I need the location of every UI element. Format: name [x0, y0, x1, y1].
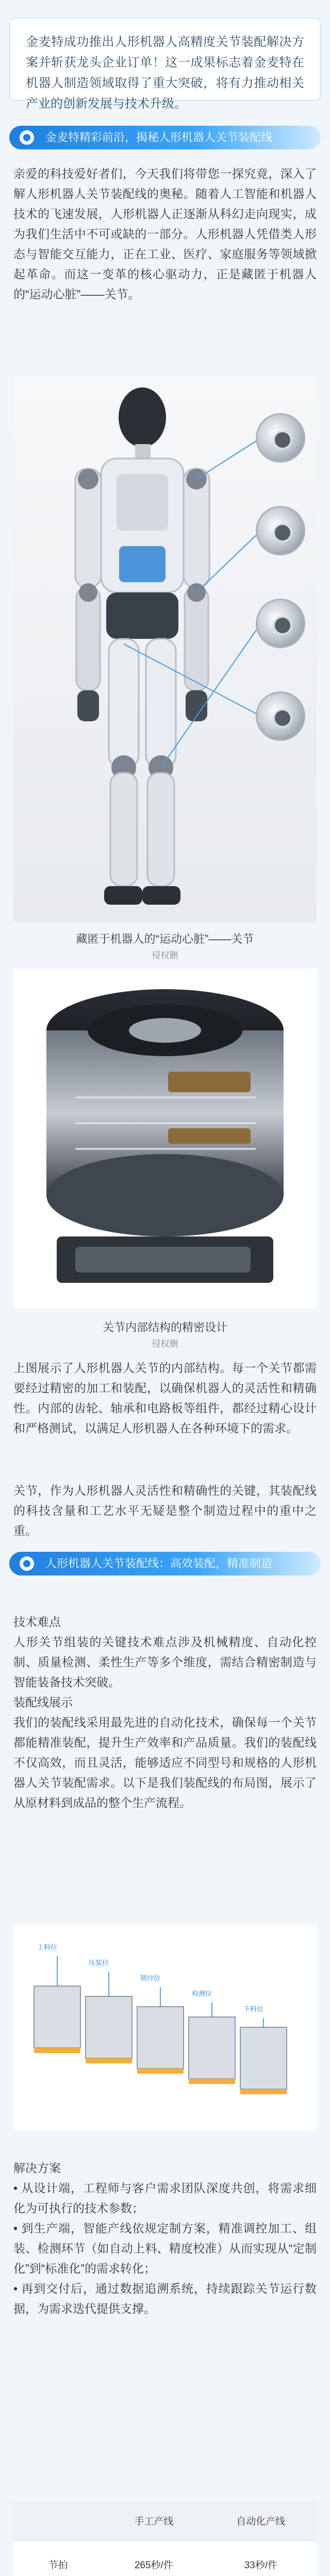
section2-paragraph-2: [13, 2138, 317, 2319]
section-bullet-icon: [20, 130, 34, 145]
image1-credit: 侵权删: [152, 951, 178, 960]
joint-actuator-thumbnail: [256, 599, 305, 648]
joint-internal-structure-image: [13, 969, 317, 1309]
section1-paragraph-2-text: 上图展示了人形机器人关节的内部结构。每一个关节都需要经过精密的加工和装配，以确保机器人的灵活性和精确性。内部的齿轮、轴承和电路板等组件，都经过精心设计和严格测试，以满足人形机器人在各种环境下的需求。: [13, 1361, 317, 1435]
joint-actuator-thumbnail: [256, 413, 305, 463]
section1-paragraph-3: [13, 1481, 317, 1541]
assembly-line-illustration: [13, 1924, 317, 2130]
section-title-2: 人形机器人关节装配线：高效装配，精准制造: [45, 1557, 273, 1570]
factory-label: 锁付位: [140, 1974, 161, 1982]
section1-paragraph-2: [13, 1358, 317, 1438]
section1-paragraph-text: 亲爱的科技爱好者们，今天我们将带您一探究竟，深入了解人形机器人关节装配线的奥秘。随着人工智能和机器人技术的飞速发展，人形机器人正逐渐从科幻走向现实，成为我们生活中不可或缺的一部分。人形机器人凭借类人形态与智能交互能力，正在工业、医疗、家庭服务等领域掀起革命。而这一变革的核心驱动力，正是藏匿于机器人的“运动心脏”——关节。: [13, 167, 317, 301]
section-header-2: [9, 1552, 321, 1575]
section1-paragraph-3-text: 关节，作为人形机器人灵活性和精确性的关键，其装配线的科技含量和工艺水平无疑是整个制造过程中的重中之重。: [13, 1484, 317, 1537]
joint-actuator-thumbnail: [256, 691, 305, 741]
intro-text: 金麦特成功推出人形机器人高精度关节装配解决方案并斩获龙头企业订单！这一成果标志着金麦特在机器人制造领域取得了重大突破，将有力推动相关产业的创新发展与技术升级。: [26, 35, 304, 111]
factory-label: 上料位: [37, 1943, 58, 1951]
assembly-line-layout-image: [13, 1924, 317, 2130]
section2-paragraph-2-text: 解决方案 • 从设计端，工程师与客户需求团队深度共创，将需求细化为可执行的技术参数； • 到生产端，智能产线依规定制方案，精准调控加工、组装、检测环节（如自动上料、精度校准）从而实现从“定制化”到“标准化”的需求转化； • 再到交付后，通过数据追溯系统，持续跟踪关节运行数据，为需求迭代提供支撑。: [13, 2161, 317, 2315]
table-cell: 节拍: [13, 2540, 103, 2576]
section-header-1: [9, 126, 321, 149]
table-header: 手工产线: [103, 2501, 205, 2540]
section2-paragraph: [13, 1592, 317, 1813]
section-bullet-icon: [20, 1556, 34, 1571]
factory-label: 压装位: [89, 1959, 109, 1967]
table-cell: 265秒/件: [103, 2540, 205, 2576]
humanoid-robot-image: [13, 376, 317, 922]
table-header: [13, 2501, 103, 2540]
image2-caption: 关节内部结构的精密设计: [102, 1321, 227, 1334]
table-row: [13, 2540, 317, 2576]
section-title-1: 金麦特精彩前沿，揭秘人形机器人关节装配线: [45, 131, 273, 144]
image1-caption: 藏匿于机器人的“运动心脏”——关节: [76, 933, 254, 945]
joint-actuator-thumbnail: [256, 506, 305, 555]
section2-paragraph-text: 技术难点 人形关节组装的关键技术难点涉及机械精度、自动化控制、质量检测、柔性生产等多个维度，需结合精密制造与智能装备技术突破。 装配线展示 我们的装配线采用最先进的自动化技术，确保每一个关节都能精准装配，提升生产效率和产品质量。我们的装配线不仅高效，而且灵活，能够适应不同型号和规格的人形机器人关节装配需求。以下是我们装配线的布局图，展示了从原材料到成品的整个生产流程。: [13, 1615, 317, 1809]
image2-credit: 侵权删: [152, 1339, 178, 1349]
section1-paragraph: [13, 164, 317, 304]
table-header: 自动化产线: [205, 2501, 317, 2540]
comparison-table: [13, 2501, 317, 2576]
joint-cutaway-illustration: [13, 969, 317, 1309]
factory-label: 下料位: [243, 2005, 264, 2013]
table-cell: 33秒/件: [205, 2540, 317, 2576]
factory-label: 检测位: [192, 1990, 212, 1997]
intro-card: [9, 18, 321, 111]
